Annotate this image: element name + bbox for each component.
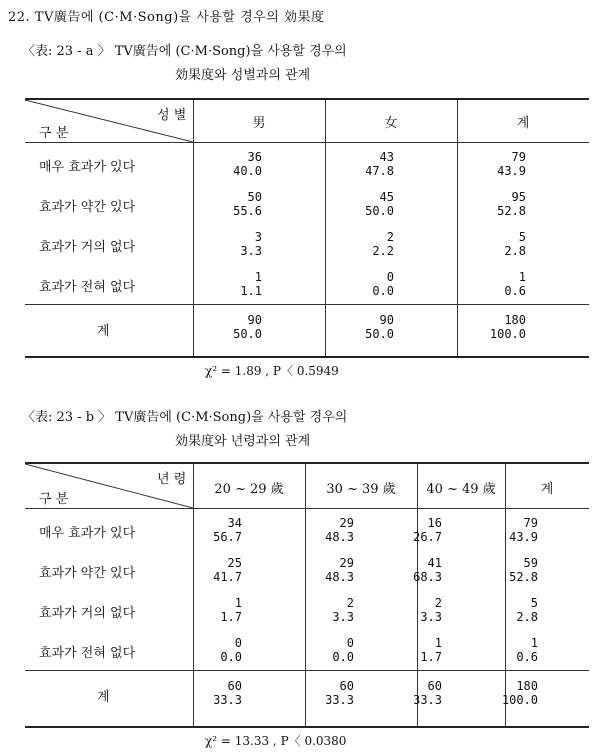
cell-count: 2 bbox=[386, 230, 394, 244]
cell-percent: 26.7 bbox=[413, 530, 442, 544]
cell-count: 1 bbox=[518, 270, 526, 284]
row-label: 효과가 거의 없다 bbox=[39, 240, 136, 255]
total-label: 계 bbox=[97, 324, 110, 339]
cell-percent: 0.0 bbox=[332, 650, 354, 664]
total-count: 60 bbox=[427, 679, 442, 693]
cell-percent: 40.0 bbox=[233, 164, 262, 178]
table-cell bbox=[325, 556, 354, 584]
cell-percent: 43.9 bbox=[509, 530, 538, 544]
cell-count: 1 bbox=[234, 596, 242, 610]
cell-percent: 3.3 bbox=[240, 244, 262, 258]
table-b-stat: χ² = 13.33 , P〈 0.0380 bbox=[205, 734, 347, 748]
total-cell bbox=[325, 679, 354, 707]
total-percent: 33.3 bbox=[325, 693, 354, 707]
cell-count: 0 bbox=[386, 270, 394, 284]
table-cell bbox=[220, 636, 242, 664]
table-b-caption-sub: 効果度와 년령과의 관계 bbox=[175, 434, 311, 449]
cell-count: 0 bbox=[234, 636, 242, 650]
table-cell bbox=[509, 516, 538, 544]
cell-count: 2 bbox=[434, 596, 442, 610]
total-cell bbox=[502, 679, 538, 707]
table-cell bbox=[420, 596, 442, 624]
cell-percent: 41.7 bbox=[213, 570, 242, 584]
table-a-caption-sub: 効果度와 성별과의 관계 bbox=[175, 68, 311, 83]
cell-count: 43 bbox=[379, 150, 394, 164]
cell-percent: 3.3 bbox=[332, 610, 354, 624]
table-b-corner-bottom: 구 분 bbox=[39, 492, 69, 507]
cell-count: 29 bbox=[339, 556, 354, 570]
total-count: 60 bbox=[227, 679, 242, 693]
cell-count: 95 bbox=[511, 190, 526, 204]
table-cell bbox=[413, 516, 442, 544]
cell-percent: 1.7 bbox=[420, 650, 442, 664]
table-b-col-20s: 20 ~ 29 歲 bbox=[214, 482, 284, 497]
table-cell bbox=[365, 190, 394, 218]
cell-percent: 1.1 bbox=[240, 284, 262, 298]
total-label: 계 bbox=[97, 690, 110, 705]
cell-count: 45 bbox=[379, 190, 394, 204]
cell-count: 34 bbox=[227, 516, 242, 530]
table-cell bbox=[213, 516, 242, 544]
total-percent: 100.0 bbox=[489, 327, 526, 341]
total-percent: 100.0 bbox=[501, 693, 538, 707]
table-cell bbox=[240, 230, 262, 258]
cell-percent: 0.0 bbox=[372, 284, 394, 298]
cell-percent: 50.0 bbox=[365, 204, 394, 218]
cell-percent: 68.3 bbox=[413, 570, 442, 584]
total-cell bbox=[233, 313, 262, 341]
table-cell bbox=[516, 636, 538, 664]
table-cell bbox=[413, 556, 442, 584]
cell-percent: 47.8 bbox=[365, 164, 394, 178]
table-b-col-30s: 30 ~ 39 歲 bbox=[326, 482, 396, 497]
total-count: 180 bbox=[516, 679, 538, 693]
row-label: 효과가 거의 없다 bbox=[39, 606, 136, 621]
table-b-caption: 〈表: 23 - b 〉 TV廣告에 (C·M·Song)을 사용할 경우의 bbox=[22, 410, 348, 425]
cell-percent: 1.7 bbox=[220, 610, 242, 624]
total-cell bbox=[413, 679, 442, 707]
total-count: 180 bbox=[504, 313, 526, 327]
row-label: 효과가 약간 있다 bbox=[39, 200, 136, 215]
row-label: 매우 효과가 있다 bbox=[39, 526, 136, 541]
cell-percent: 2.2 bbox=[372, 244, 394, 258]
cell-percent: 0.0 bbox=[220, 650, 242, 664]
total-count: 60 bbox=[339, 679, 354, 693]
row-label: 효과가 전혀 없다 bbox=[39, 280, 136, 295]
row-label: 매우 효과가 있다 bbox=[39, 160, 136, 175]
total-cell bbox=[490, 313, 526, 341]
cell-percent: 48.3 bbox=[325, 570, 354, 584]
table-a-col-total: 계 bbox=[516, 116, 530, 131]
table-cell bbox=[504, 230, 526, 258]
cell-count: 5 bbox=[530, 596, 538, 610]
table-cell bbox=[332, 636, 354, 664]
cell-count: 2 bbox=[346, 596, 354, 610]
table-cell bbox=[365, 150, 394, 178]
total-count: 90 bbox=[247, 313, 262, 327]
cell-count: 29 bbox=[339, 516, 354, 530]
table-b bbox=[25, 462, 589, 728]
table-b-col-total: 계 bbox=[540, 482, 554, 497]
table-cell bbox=[233, 190, 262, 218]
total-cell bbox=[365, 313, 394, 341]
row-label: 효과가 전혀 없다 bbox=[39, 646, 136, 661]
cell-percent: 43.9 bbox=[497, 164, 526, 178]
table-cell bbox=[213, 556, 242, 584]
total-percent: 50.0 bbox=[365, 327, 394, 341]
table-a bbox=[25, 98, 589, 358]
cell-count: 5 bbox=[518, 230, 526, 244]
table-cell bbox=[220, 596, 242, 624]
table-cell bbox=[504, 270, 526, 298]
cell-count: 1 bbox=[434, 636, 442, 650]
cell-percent: 3.3 bbox=[420, 610, 442, 624]
table-cell bbox=[497, 150, 526, 178]
cell-percent: 52.8 bbox=[497, 204, 526, 218]
table-cell bbox=[420, 636, 442, 664]
cell-count: 79 bbox=[511, 150, 526, 164]
table-cell bbox=[372, 270, 394, 298]
cell-percent: 48.3 bbox=[325, 530, 354, 544]
total-percent: 50.0 bbox=[233, 327, 262, 341]
cell-count: 1 bbox=[530, 636, 538, 650]
table-cell bbox=[240, 270, 262, 298]
table-a-corner-top: 성 별 bbox=[157, 108, 187, 123]
cell-percent: 2.8 bbox=[504, 244, 526, 258]
cell-percent: 2.8 bbox=[516, 610, 538, 624]
total-percent: 33.3 bbox=[413, 693, 442, 707]
cell-count: 41 bbox=[427, 556, 442, 570]
row-label: 효과가 약간 있다 bbox=[39, 566, 136, 581]
total-cell bbox=[213, 679, 242, 707]
cell-count: 0 bbox=[346, 636, 354, 650]
table-cell bbox=[325, 516, 354, 544]
total-percent: 33.3 bbox=[213, 693, 242, 707]
table-a-corner-bottom: 구 분 bbox=[39, 126, 69, 141]
table-b-corner-top: 년 령 bbox=[157, 472, 187, 487]
cell-count: 3 bbox=[254, 230, 262, 244]
table-a-stat: χ² = 1.89 , P〈 0.5949 bbox=[205, 364, 339, 378]
table-cell bbox=[509, 556, 538, 584]
table-cell bbox=[372, 230, 394, 258]
page-title: 22. TV廣告에 (C·M·Song)을 사용할 경우의 効果度 bbox=[8, 10, 325, 25]
table-cell bbox=[516, 596, 538, 624]
cell-count: 25 bbox=[227, 556, 242, 570]
cell-count: 1 bbox=[254, 270, 262, 284]
cell-percent: 0.6 bbox=[516, 650, 538, 664]
cell-percent: 55.6 bbox=[233, 204, 262, 218]
cell-count: 36 bbox=[247, 150, 262, 164]
table-a-col-female: 女 bbox=[384, 116, 398, 131]
cell-count: 59 bbox=[523, 556, 538, 570]
table-cell bbox=[233, 150, 262, 178]
table-a-caption: 〈表: 23 - a 〉 TV廣告에 (C·M·Song)을 사용할 경우의 bbox=[22, 44, 347, 59]
table-cell bbox=[497, 190, 526, 218]
table-cell bbox=[332, 596, 354, 624]
cell-count: 50 bbox=[247, 190, 262, 204]
cell-percent: 52.8 bbox=[509, 570, 538, 584]
cell-count: 79 bbox=[523, 516, 538, 530]
cell-percent: 0.6 bbox=[504, 284, 526, 298]
cell-count: 16 bbox=[427, 516, 442, 530]
cell-percent: 56.7 bbox=[213, 530, 242, 544]
table-b-col-40s: 40 ~ 49 歲 bbox=[426, 482, 496, 497]
total-count: 90 bbox=[379, 313, 394, 327]
table-a-col-male: 男 bbox=[252, 116, 266, 131]
